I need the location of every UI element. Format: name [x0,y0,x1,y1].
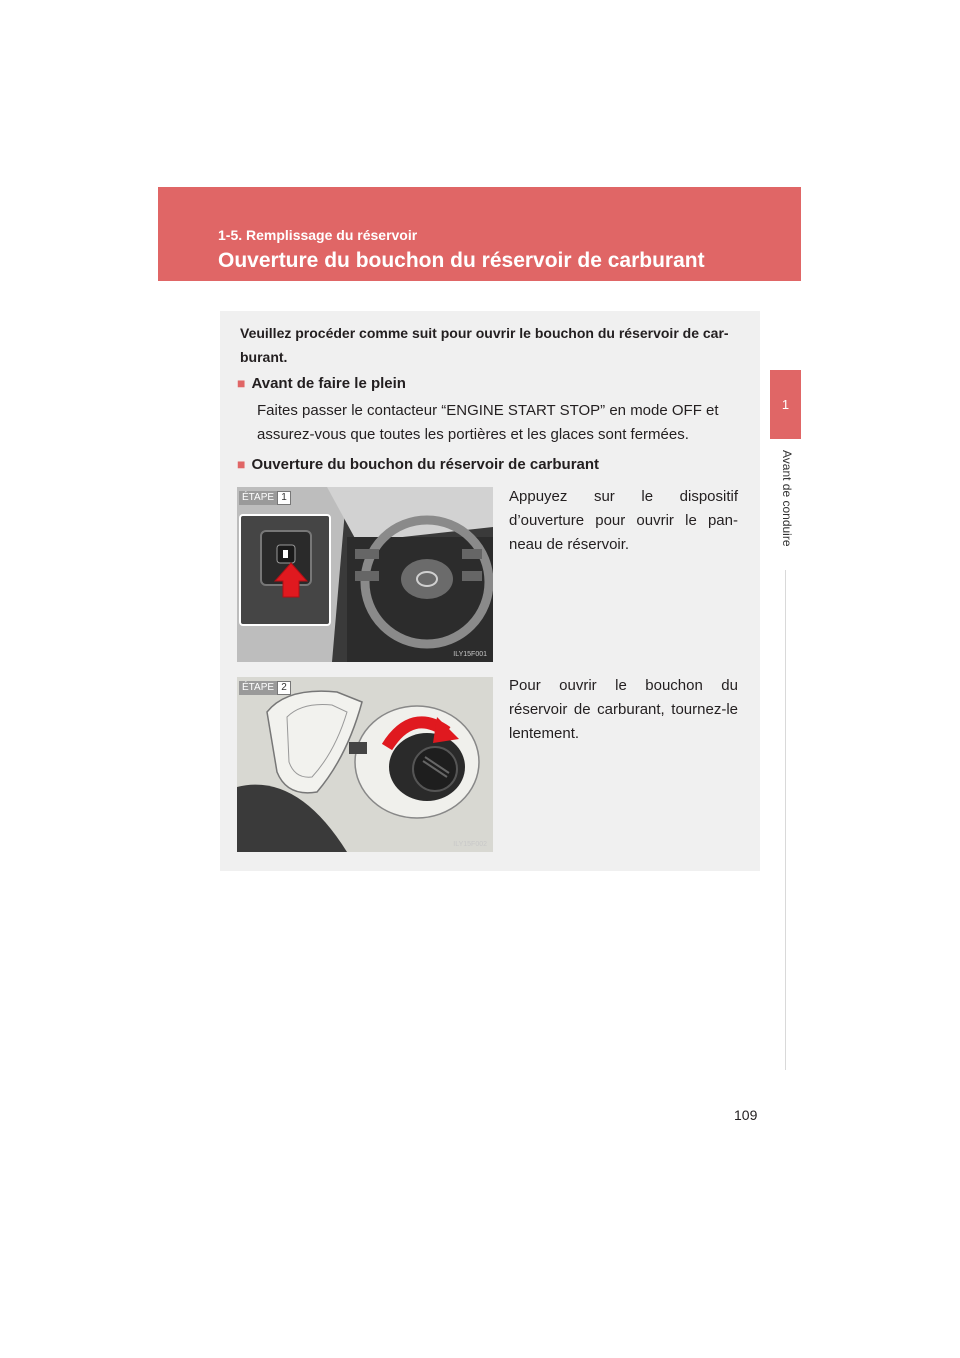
section-heading-open-cap [237,456,599,473]
header-band [158,187,801,281]
bullet-square-icon: ■ [237,456,246,472]
section-body-before-refuel: Faites passer le contacteur “ENGINE START STOP” en mode OFF et assurez-vous que toutes les portières et les glaces sont fermées. [257,402,719,443]
step-1-tag [239,491,291,505]
step-1-tag-number: 1 [277,491,291,505]
dashboard-illustration [237,487,493,662]
section-heading-text: Avant de faire le plein [251,375,406,392]
bullet-square-icon: ■ [237,375,246,391]
step-1-tag-label: ÉTAPE [239,491,277,505]
section-heading-text: Ouverture du bouchon du réservoir de carburant [251,456,600,473]
step-2-tag [239,681,291,695]
step-2-tag-label: ÉTAPE [239,681,277,695]
page-number: 109 [734,1107,758,1123]
step-2-image-code: ILY15F002 [453,841,487,848]
step-1-text: Appuyez sur le dispositif d’ouverture pour ouvrir le pan-neau de réservoir. [509,488,738,553]
page-title: Ouverture du bouchon du réservoir de carburant [218,249,705,272]
content-panel [220,311,760,871]
fuel-cap-illustration [237,677,493,852]
chapter-tab[interactable] [770,370,801,439]
side-divider [785,570,786,1070]
section-reference: 1-5. Remplissage du réservoir [218,227,418,243]
step-1-image-code: ILY15F001 [453,651,487,658]
section-heading-before-refuel [237,375,406,392]
step-2-text: Pour ouvrir le bouchon du réservoir de carburant, tournez-le lentement. [509,677,738,742]
chapter-label: Avant de conduire [780,450,794,547]
step-2-image [237,677,493,852]
step-2-tag-number: 2 [277,681,291,695]
intro-text: Veuillez procéder comme suit pour ouvrir le bouchon du réservoir de car-burant. [240,325,729,365]
step-1-image [237,487,493,662]
chapter-number: 1 [781,397,790,412]
